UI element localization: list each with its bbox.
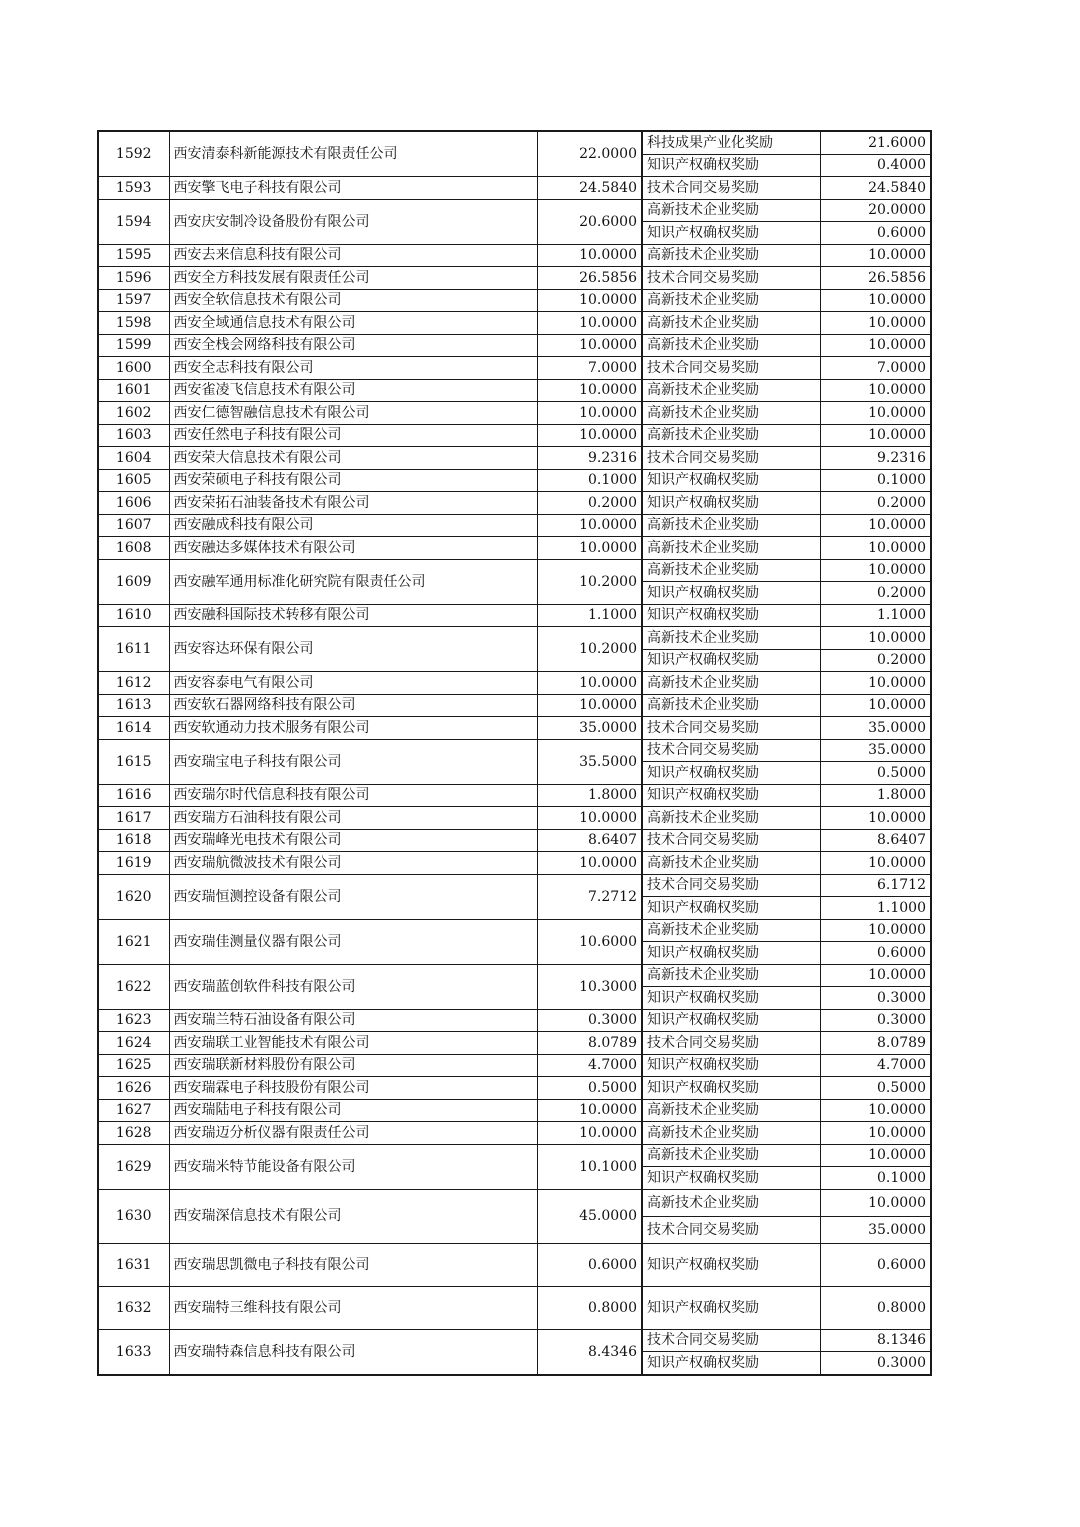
award-amount-cell: 10.0000 [820, 964, 931, 987]
award-amount-cell: 10.0000 [820, 627, 931, 650]
award-type-cell: 高新技术企业奖励 [642, 379, 820, 402]
serial-number-cell: 1622 [98, 964, 169, 1009]
award-type-cell: 技术合同交易奖励 [642, 1216, 820, 1243]
company-name-cell: 西安软通动力技术服务有限公司 [169, 717, 537, 740]
award-type-cell: 知识产权确权奖励 [642, 222, 820, 245]
total-amount-cell: 0.2000 [537, 492, 642, 515]
award-amount-cell: 35.0000 [820, 717, 931, 740]
serial-number-cell: 1612 [98, 672, 169, 695]
total-amount-cell: 10.0000 [537, 289, 642, 312]
award-amount-cell: 10.0000 [820, 402, 931, 425]
award-amount-cell: 35.0000 [820, 739, 931, 762]
award-type-cell: 高新技术企业奖励 [642, 672, 820, 695]
total-amount-cell: 10.2000 [537, 627, 642, 672]
total-amount-cell: 10.0000 [537, 672, 642, 695]
table-row [98, 1122, 931, 1145]
total-amount-cell: 35.5000 [537, 739, 642, 784]
total-amount-cell: 10.0000 [537, 244, 642, 267]
award-amount-cell: 26.5856 [820, 267, 931, 290]
award-type-cell: 知识产权确权奖励 [642, 784, 820, 807]
award-amount-cell: 10.0000 [820, 312, 931, 335]
table-row [98, 357, 931, 380]
table-row [98, 131, 931, 154]
company-name-cell: 西安容泰电气有限公司 [169, 672, 537, 695]
award-amount-cell: 10.0000 [820, 672, 931, 695]
serial-number-cell: 1599 [98, 334, 169, 357]
table-row [98, 604, 931, 627]
serial-number-cell: 1627 [98, 1099, 169, 1122]
award-amount-cell: 0.8000 [820, 1286, 931, 1329]
table-row [98, 717, 931, 740]
table-row [98, 672, 931, 695]
award-type-cell: 知识产权确权奖励 [642, 582, 820, 605]
total-amount-cell: 10.0000 [537, 852, 642, 875]
award-amount-cell: 6.1712 [820, 874, 931, 897]
award-amount-cell: 10.0000 [820, 1122, 931, 1145]
serial-number-cell: 1596 [98, 267, 169, 290]
table-row [98, 1329, 931, 1352]
table-row [98, 447, 931, 470]
award-amount-cell: 10.0000 [820, 334, 931, 357]
total-amount-cell: 10.0000 [537, 334, 642, 357]
award-type-cell: 高新技术企业奖励 [642, 244, 820, 267]
award-type-cell: 技术合同交易奖励 [642, 267, 820, 290]
company-name-cell: 西安瑞佳测量仪器有限公司 [169, 919, 537, 964]
award-amount-cell: 20.0000 [820, 199, 931, 222]
award-type-cell: 高新技术企业奖励 [642, 694, 820, 717]
award-amount-cell: 10.0000 [820, 379, 931, 402]
table-row [98, 559, 931, 582]
total-amount-cell: 10.0000 [537, 312, 642, 335]
total-amount-cell: 9.2316 [537, 447, 642, 470]
total-amount-cell: 10.0000 [537, 402, 642, 425]
company-name-cell: 西安荣硕电子科技有限公司 [169, 469, 537, 492]
award-type-cell: 高新技术企业奖励 [642, 402, 820, 425]
total-amount-cell: 10.0000 [537, 694, 642, 717]
award-amount-cell: 0.2000 [820, 649, 931, 672]
award-amount-cell: 10.0000 [820, 244, 931, 267]
serial-number-cell: 1620 [98, 874, 169, 919]
table-row [98, 177, 931, 200]
table-row [98, 1009, 931, 1032]
serial-number-cell: 1610 [98, 604, 169, 627]
total-amount-cell: 45.0000 [537, 1189, 642, 1243]
award-type-cell: 知识产权确权奖励 [642, 1286, 820, 1329]
total-amount-cell: 0.1000 [537, 469, 642, 492]
award-type-cell: 知识产权确权奖励 [642, 1167, 820, 1190]
award-type-cell: 高新技术企业奖励 [642, 1189, 820, 1216]
serial-number-cell: 1614 [98, 717, 169, 740]
award-type-cell: 知识产权确权奖励 [642, 492, 820, 515]
company-name-cell: 西安容达环保有限公司 [169, 627, 537, 672]
company-name-cell: 西安瑞方石油科技有限公司 [169, 807, 537, 830]
total-amount-cell: 0.8000 [537, 1286, 642, 1329]
total-amount-cell: 1.8000 [537, 784, 642, 807]
total-amount-cell: 10.0000 [537, 424, 642, 447]
serial-number-cell: 1613 [98, 694, 169, 717]
serial-number-cell: 1607 [98, 514, 169, 537]
award-type-cell: 知识产权确权奖励 [642, 469, 820, 492]
table-row [98, 964, 931, 987]
company-name-cell: 西安瑞深信息技术有限公司 [169, 1189, 537, 1243]
serial-number-cell: 1594 [98, 199, 169, 244]
total-amount-cell: 8.4346 [537, 1329, 642, 1375]
total-amount-cell: 7.2712 [537, 874, 642, 919]
table-row [98, 1243, 931, 1286]
total-amount-cell: 4.7000 [537, 1054, 642, 1077]
award-amount-cell: 9.2316 [820, 447, 931, 470]
award-type-cell: 高新技术企业奖励 [642, 514, 820, 537]
total-amount-cell: 10.3000 [537, 964, 642, 1009]
total-amount-cell: 10.1000 [537, 1144, 642, 1189]
table-row [98, 312, 931, 335]
company-name-cell: 西安瑞峰光电技术有限公司 [169, 829, 537, 852]
award-amount-cell: 10.0000 [820, 694, 931, 717]
company-name-cell: 西安瑞特森信息科技有限公司 [169, 1329, 537, 1375]
award-amount-cell: 0.5000 [820, 762, 931, 785]
award-amount-cell: 10.0000 [820, 807, 931, 830]
company-name-cell: 西安瑞联新材料股份有限公司 [169, 1054, 537, 1077]
award-type-cell: 技术合同交易奖励 [642, 829, 820, 852]
award-type-cell: 高新技术企业奖励 [642, 334, 820, 357]
award-type-cell: 知识产权确权奖励 [642, 942, 820, 965]
award-type-cell: 高新技术企业奖励 [642, 289, 820, 312]
award-amount-cell: 0.6000 [820, 222, 931, 245]
company-name-cell: 西安雀凌飞信息技术有限公司 [169, 379, 537, 402]
award-type-cell: 知识产权确权奖励 [642, 1077, 820, 1100]
serial-number-cell: 1597 [98, 289, 169, 312]
total-amount-cell: 10.0000 [537, 537, 642, 560]
company-name-cell: 西安瑞宝电子科技有限公司 [169, 739, 537, 784]
company-name-cell: 西安任然电子科技有限公司 [169, 424, 537, 447]
table-row [98, 1286, 931, 1329]
award-type-cell: 技术合同交易奖励 [642, 717, 820, 740]
award-type-cell: 技术合同交易奖励 [642, 177, 820, 200]
serial-number-cell: 1618 [98, 829, 169, 852]
table-row [98, 334, 931, 357]
table-row [98, 537, 931, 560]
table-row [98, 807, 931, 830]
company-name-cell: 西安瑞兰特石油设备有限公司 [169, 1009, 537, 1032]
serial-number-cell: 1603 [98, 424, 169, 447]
company-name-cell: 西安仁德智融信息技术有限公司 [169, 402, 537, 425]
serial-number-cell: 1621 [98, 919, 169, 964]
award-amount-cell: 0.6000 [820, 1243, 931, 1286]
award-amount-cell: 10.0000 [820, 1144, 931, 1167]
serial-number-cell: 1601 [98, 379, 169, 402]
table-row [98, 1032, 931, 1055]
award-amount-cell: 7.0000 [820, 357, 931, 380]
award-amount-cell: 0.2000 [820, 492, 931, 515]
serial-number-cell: 1633 [98, 1329, 169, 1375]
award-amount-cell: 0.1000 [820, 1167, 931, 1190]
table-row [98, 694, 931, 717]
serial-number-cell: 1629 [98, 1144, 169, 1189]
table-row [98, 739, 931, 762]
award-amount-cell: 4.7000 [820, 1054, 931, 1077]
total-amount-cell: 0.3000 [537, 1009, 642, 1032]
table-row [98, 627, 931, 650]
award-type-cell: 高新技术企业奖励 [642, 199, 820, 222]
award-type-cell: 高新技术企业奖励 [642, 919, 820, 942]
company-name-cell: 西安瑞蓝创软件科技有限公司 [169, 964, 537, 1009]
total-amount-cell: 8.0789 [537, 1032, 642, 1055]
award-table-body [98, 131, 931, 1375]
company-name-cell: 西安瑞恒测控设备有限公司 [169, 874, 537, 919]
award-amount-cell: 0.1000 [820, 469, 931, 492]
serial-number-cell: 1600 [98, 357, 169, 380]
table-row [98, 244, 931, 267]
table-row [98, 199, 931, 222]
award-type-cell: 知识产权确权奖励 [642, 604, 820, 627]
award-amount-cell: 10.0000 [820, 514, 931, 537]
award-amount-cell: 24.5840 [820, 177, 931, 200]
award-type-cell: 知识产权确权奖励 [642, 1009, 820, 1032]
company-name-cell: 西安瑞尔时代信息科技有限公司 [169, 784, 537, 807]
award-type-cell: 科技成果产业化奖励 [642, 131, 820, 154]
serial-number-cell: 1606 [98, 492, 169, 515]
award-amount-cell: 0.6000 [820, 942, 931, 965]
table-row [98, 1077, 931, 1100]
table-row [98, 1144, 931, 1167]
award-table [97, 130, 932, 1376]
serial-number-cell: 1602 [98, 402, 169, 425]
total-amount-cell: 24.5840 [537, 177, 642, 200]
serial-number-cell: 1623 [98, 1009, 169, 1032]
serial-number-cell: 1609 [98, 559, 169, 604]
company-name-cell: 西安全方科技发展有限责任公司 [169, 267, 537, 290]
company-name-cell: 西安融成科技有限公司 [169, 514, 537, 537]
award-type-cell: 高新技术企业奖励 [642, 852, 820, 875]
award-type-cell: 技术合同交易奖励 [642, 1032, 820, 1055]
serial-number-cell: 1625 [98, 1054, 169, 1077]
table-row [98, 784, 931, 807]
total-amount-cell: 10.0000 [537, 514, 642, 537]
company-name-cell: 西安融科国际技术转移有限公司 [169, 604, 537, 627]
award-amount-cell: 10.0000 [820, 424, 931, 447]
award-amount-cell: 8.0789 [820, 1032, 931, 1055]
award-type-cell: 知识产权确权奖励 [642, 987, 820, 1010]
award-type-cell: 知识产权确权奖励 [642, 154, 820, 177]
company-name-cell: 西安融达多媒体技术有限公司 [169, 537, 537, 560]
serial-number-cell: 1632 [98, 1286, 169, 1329]
award-type-cell: 知识产权确权奖励 [642, 649, 820, 672]
award-type-cell: 高新技术企业奖励 [642, 807, 820, 830]
serial-number-cell: 1592 [98, 131, 169, 177]
company-name-cell: 西安擎飞电子科技有限公司 [169, 177, 537, 200]
award-type-cell: 技术合同交易奖励 [642, 1329, 820, 1352]
company-name-cell: 西安全软信息技术有限公司 [169, 289, 537, 312]
company-name-cell: 西安融军通用标准化研究院有限责任公司 [169, 559, 537, 604]
award-type-cell: 技术合同交易奖励 [642, 739, 820, 762]
company-name-cell: 西安全志科技有限公司 [169, 357, 537, 380]
award-type-cell: 高新技术企业奖励 [642, 559, 820, 582]
serial-number-cell: 1611 [98, 627, 169, 672]
total-amount-cell: 35.0000 [537, 717, 642, 740]
award-amount-cell: 1.1000 [820, 604, 931, 627]
serial-number-cell: 1593 [98, 177, 169, 200]
serial-number-cell: 1605 [98, 469, 169, 492]
award-amount-cell: 0.3000 [820, 1352, 931, 1375]
serial-number-cell: 1628 [98, 1122, 169, 1145]
table-row [98, 379, 931, 402]
award-type-cell: 技术合同交易奖励 [642, 357, 820, 380]
company-name-cell: 西安清泰科新能源技术有限责任公司 [169, 131, 537, 177]
serial-number-cell: 1631 [98, 1243, 169, 1286]
award-type-cell: 高新技术企业奖励 [642, 627, 820, 650]
serial-number-cell: 1626 [98, 1077, 169, 1100]
award-type-cell: 知识产权确权奖励 [642, 762, 820, 785]
award-amount-cell: 1.1000 [820, 897, 931, 920]
company-name-cell: 西安荣大信息技术有限公司 [169, 447, 537, 470]
serial-number-cell: 1630 [98, 1189, 169, 1243]
total-amount-cell: 10.0000 [537, 807, 642, 830]
award-type-cell: 知识产权确权奖励 [642, 1054, 820, 1077]
company-name-cell: 西安瑞霖电子科技股份有限公司 [169, 1077, 537, 1100]
total-amount-cell: 8.6407 [537, 829, 642, 852]
award-amount-cell: 10.0000 [820, 1189, 931, 1216]
award-type-cell: 高新技术企业奖励 [642, 312, 820, 335]
company-name-cell: 西安软石器网络科技有限公司 [169, 694, 537, 717]
company-name-cell: 西安荣拓石油装备技术有限公司 [169, 492, 537, 515]
total-amount-cell: 1.1000 [537, 604, 642, 627]
table-row [98, 514, 931, 537]
award-type-cell: 高新技术企业奖励 [642, 964, 820, 987]
table-row [98, 1099, 931, 1122]
award-amount-cell: 10.0000 [820, 559, 931, 582]
award-amount-cell: 10.0000 [820, 537, 931, 560]
table-row [98, 829, 931, 852]
company-name-cell: 西安瑞航微波技术有限公司 [169, 852, 537, 875]
award-amount-cell: 10.0000 [820, 919, 931, 942]
total-amount-cell: 7.0000 [537, 357, 642, 380]
total-amount-cell: 22.0000 [537, 131, 642, 177]
award-type-cell: 高新技术企业奖励 [642, 537, 820, 560]
company-name-cell: 西安庆安制冷设备股份有限公司 [169, 199, 537, 244]
award-amount-cell: 8.1346 [820, 1329, 931, 1352]
total-amount-cell: 10.0000 [537, 1122, 642, 1145]
serial-number-cell: 1615 [98, 739, 169, 784]
serial-number-cell: 1624 [98, 1032, 169, 1055]
total-amount-cell: 10.0000 [537, 379, 642, 402]
total-amount-cell: 10.0000 [537, 1099, 642, 1122]
company-name-cell: 西安瑞联工业智能技术有限公司 [169, 1032, 537, 1055]
serial-number-cell: 1616 [98, 784, 169, 807]
award-type-cell: 知识产权确权奖励 [642, 1243, 820, 1286]
award-amount-cell: 0.2000 [820, 582, 931, 605]
table-row [98, 1054, 931, 1077]
table-row [98, 874, 931, 897]
award-type-cell: 高新技术企业奖励 [642, 424, 820, 447]
serial-number-cell: 1598 [98, 312, 169, 335]
serial-number-cell: 1617 [98, 807, 169, 830]
award-amount-cell: 1.8000 [820, 784, 931, 807]
serial-number-cell: 1619 [98, 852, 169, 875]
table-row [98, 402, 931, 425]
award-type-cell: 技术合同交易奖励 [642, 874, 820, 897]
award-amount-cell: 0.4000 [820, 154, 931, 177]
serial-number-cell: 1604 [98, 447, 169, 470]
total-amount-cell: 26.5856 [537, 267, 642, 290]
award-type-cell: 高新技术企业奖励 [642, 1099, 820, 1122]
total-amount-cell: 0.5000 [537, 1077, 642, 1100]
table-row [98, 267, 931, 290]
award-amount-cell: 0.3000 [820, 1009, 931, 1032]
table-row [98, 919, 931, 942]
award-type-cell: 高新技术企业奖励 [642, 1122, 820, 1145]
company-name-cell: 西安瑞陆电子科技有限公司 [169, 1099, 537, 1122]
table-row [98, 289, 931, 312]
company-name-cell: 西安瑞迈分析仪器有限责任公司 [169, 1122, 537, 1145]
award-type-cell: 技术合同交易奖励 [642, 447, 820, 470]
award-amount-cell: 0.5000 [820, 1077, 931, 1100]
award-amount-cell: 35.0000 [820, 1216, 931, 1243]
award-type-cell: 高新技术企业奖励 [642, 1144, 820, 1167]
company-name-cell: 西安瑞米特节能设备有限公司 [169, 1144, 537, 1189]
company-name-cell: 西安瑞思凯微电子科技有限公司 [169, 1243, 537, 1286]
award-type-cell: 知识产权确权奖励 [642, 897, 820, 920]
total-amount-cell: 0.6000 [537, 1243, 642, 1286]
total-amount-cell: 20.6000 [537, 199, 642, 244]
table-row [98, 852, 931, 875]
total-amount-cell: 10.2000 [537, 559, 642, 604]
award-type-cell: 知识产权确权奖励 [642, 1352, 820, 1375]
serial-number-cell: 1608 [98, 537, 169, 560]
award-amount-cell: 10.0000 [820, 1099, 931, 1122]
company-name-cell: 西安去来信息科技有限公司 [169, 244, 537, 267]
table-row [98, 424, 931, 447]
award-amount-cell: 8.6407 [820, 829, 931, 852]
company-name-cell: 西安全域通信息技术有限公司 [169, 312, 537, 335]
table-row [98, 1189, 931, 1216]
award-amount-cell: 10.0000 [820, 289, 931, 312]
company-name-cell: 西安全栈会网络科技有限公司 [169, 334, 537, 357]
total-amount-cell: 10.6000 [537, 919, 642, 964]
table-row [98, 492, 931, 515]
award-amount-cell: 0.3000 [820, 987, 931, 1010]
table-row [98, 469, 931, 492]
company-name-cell: 西安瑞特三维科技有限公司 [169, 1286, 537, 1329]
serial-number-cell: 1595 [98, 244, 169, 267]
award-amount-cell: 21.6000 [820, 131, 931, 154]
award-amount-cell: 10.0000 [820, 852, 931, 875]
